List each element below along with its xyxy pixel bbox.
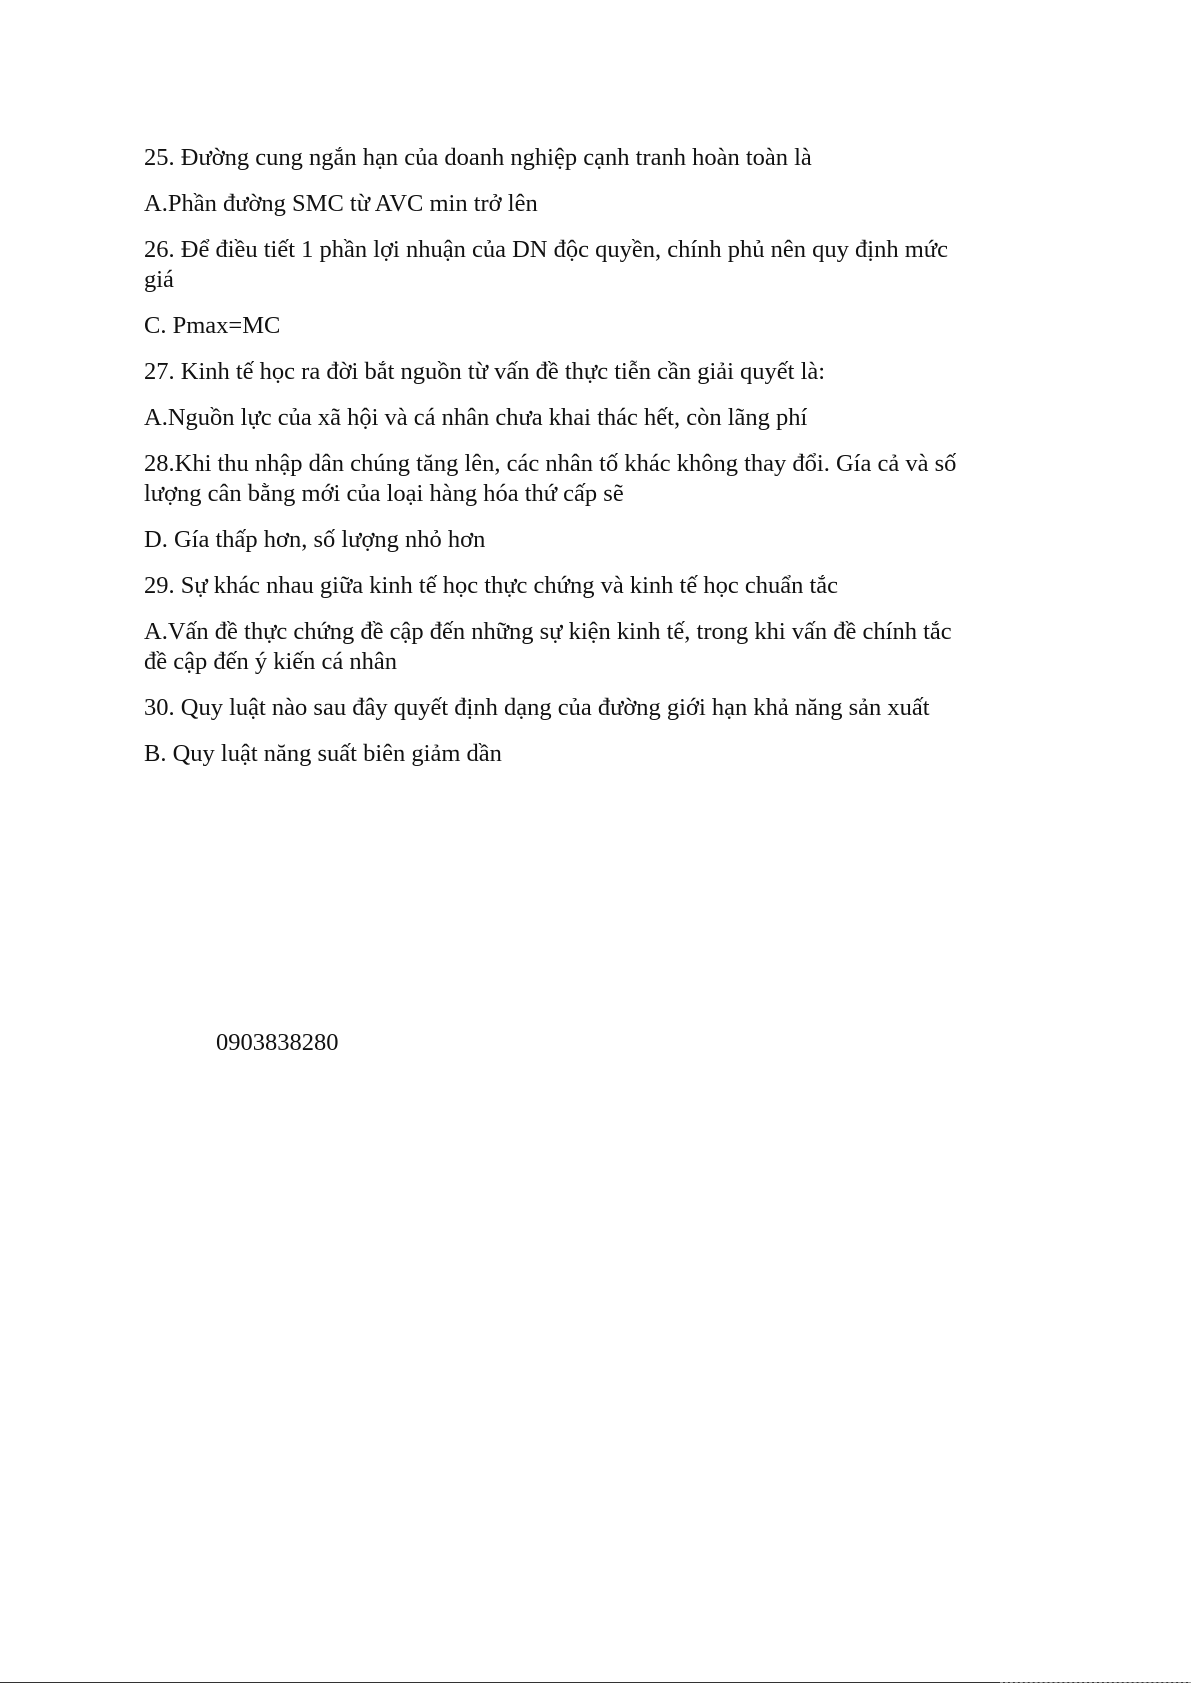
- question-25: 25. Đường cung ngắn hạn của doanh nghiệp cạnh tranh hoàn toàn là: [144, 144, 812, 171]
- answer-25: A.Phần đường SMC từ AVC min trở lên: [144, 190, 538, 217]
- answer-28: D. Gía thấp hơn, số lượng nhỏ hơn: [144, 526, 486, 553]
- phone-number: 0903838280: [216, 1029, 339, 1056]
- answer-30: B. Quy luật năng suất biên giảm dần: [144, 740, 502, 767]
- answer-27: A.Nguồn lực của xã hội và cá nhân chưa khai thác hết, còn lãng phí: [144, 404, 808, 431]
- answer-26: C. Pmax=MC: [144, 312, 281, 339]
- question-29: 29. Sự khác nhau giữa kinh tế học thực chứng và kinh tế học chuẩn tắc: [144, 572, 839, 599]
- question-30: 30. Quy luật nào sau đây quyết định dạng của đường giới hạn khả năng sản xuất: [144, 694, 930, 721]
- bottom-rule-dashed-segment: [1000, 1682, 1191, 1683]
- question-26: 26. Để điều tiết 1 phần lợi nhuận của DN độc quyền, chính phủ nên quy định mức giá: [144, 236, 948, 293]
- answer-29: A.Vấn đề thực chứng đề cập đến những sự kiện kinh tế, trong khi vấn đề chính tắc đề cập đến ý kiến cá nhân: [144, 618, 952, 675]
- question-28: 28.Khi thu nhập dân chúng tăng lên, các nhân tố khác không thay đổi. Gía cả và số lượng cân bằng mới của loại hàng hóa thứ cấp sẽ: [144, 450, 957, 507]
- document-body: [144, 143, 959, 785]
- question-27: 27. Kinh tế học ra đời bắt nguồn từ vấn đề thực tiễn cần giải quyết là:: [144, 358, 826, 385]
- page-bottom-rule: [0, 1682, 1191, 1683]
